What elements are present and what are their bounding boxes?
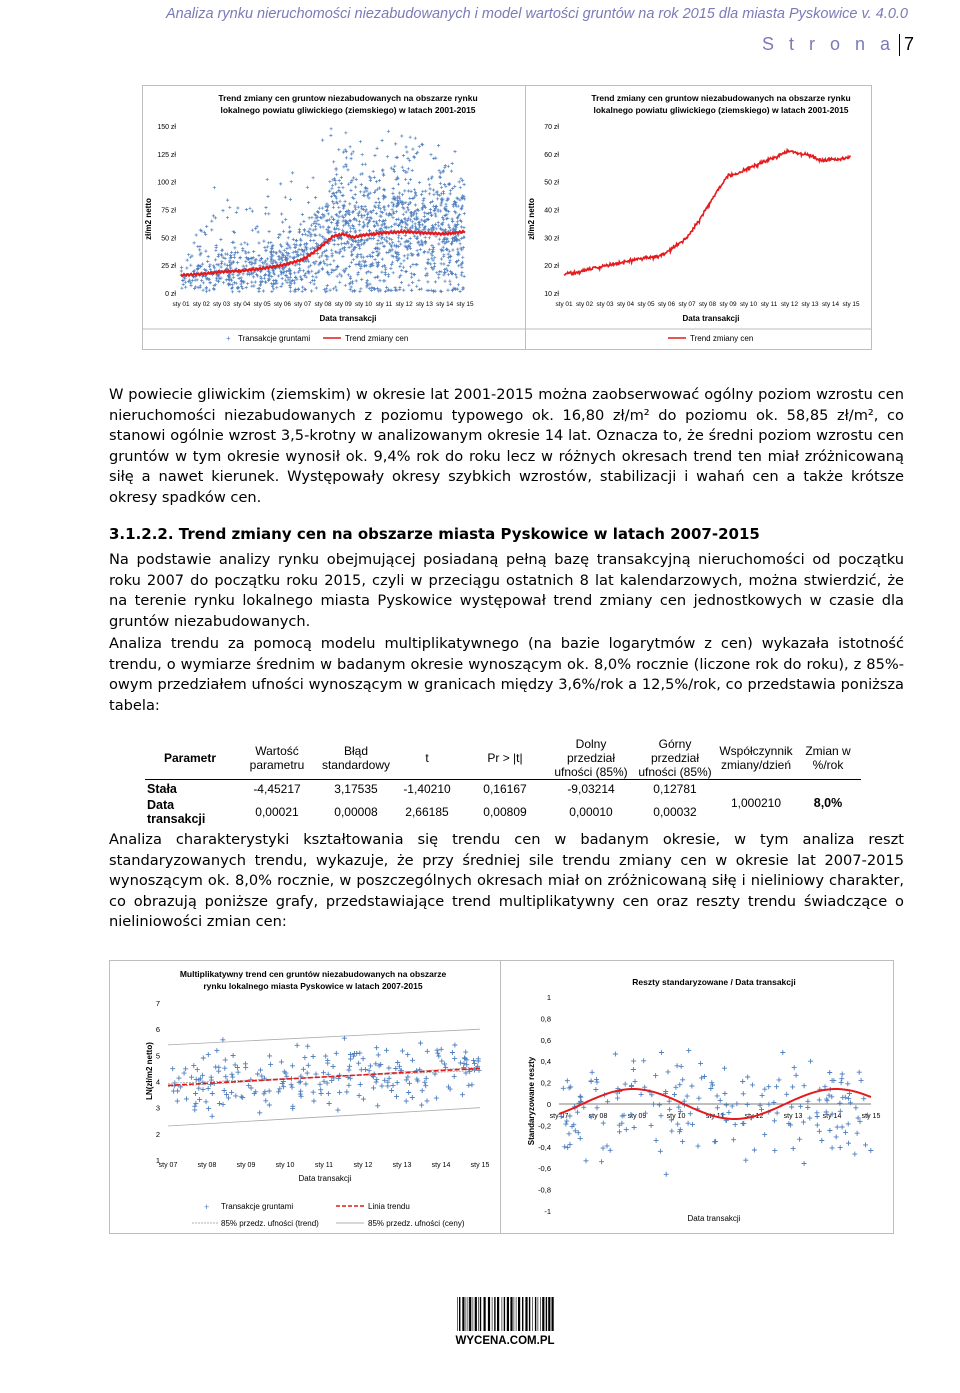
barcode-bar (538, 1297, 539, 1331)
page-indicator (0, 34, 914, 56)
table-cell: 0,00032 (653, 804, 697, 819)
x-tick-label: sty 13 (801, 301, 819, 308)
chart3-legend-scatter-marker: + (204, 1202, 210, 1212)
barcode-bar (469, 1297, 471, 1331)
x-tick-label: sty 08 (588, 1113, 608, 1120)
chart-powiat-scatter-svg (143, 86, 528, 349)
table-cell: 3,17535 (334, 781, 378, 796)
chart-pyskowice-residuals-svg (501, 961, 893, 1233)
chart3-legend-line-label: Linia trendu (368, 1202, 410, 1211)
x-tick-label: sty 11 (375, 301, 393, 308)
barcode-bar (484, 1297, 486, 1331)
y-tick-label: 1 (546, 993, 551, 1002)
x-tick-label: sty 13 (783, 1113, 803, 1120)
table-header-cell: Parametr (163, 751, 217, 765)
table-cell: Data transakcji (147, 797, 206, 826)
y-tick-label: -0,2 (538, 1121, 551, 1131)
barcode-bar (468, 1297, 469, 1331)
barcode-bar (552, 1297, 554, 1331)
x-tick-label: sty 06 (657, 301, 676, 308)
y-tick-label: 25 zł (161, 263, 176, 271)
chart4-title: Reszty standaryzowane / Data transakcji (632, 977, 796, 987)
x-tick-label: sty 01 (172, 301, 190, 308)
x-tick-label: sty 15 (470, 1162, 490, 1169)
y-tick-label: 0 (546, 1100, 551, 1109)
table-header-cell: Zmian w %/rok (805, 744, 851, 772)
x-tick-label: sty 09 (627, 1113, 647, 1120)
y-tick-label: -1 (544, 1207, 551, 1216)
x-tick-label: sty 12 (744, 1113, 764, 1120)
table-cell: 1,000210 (730, 795, 782, 810)
paragraph-2-text: Na podstawie analizy rynku obejmującej posiadaną pełną bazę transakcyjną nieruchomości od początku roku 2007 do początku roku 2015, czyli w przeciągu ostatnich 8 lat kalendarzowych, można stwierdzić, że na terenie rynku lokalnego miasta Pyskowice występował trend zmiany cen jednostkowych w czasie dla gruntów niezabudowanych. (109, 551, 904, 630)
barcode-bar (504, 1297, 505, 1331)
x-tick-label: sty 01 (555, 301, 573, 308)
barcode-bar (546, 1297, 547, 1331)
x-tick-label: sty 06 (273, 301, 291, 308)
x-tick-label: sty 03 (596, 301, 614, 308)
y-tick-label: 7 (155, 999, 160, 1008)
chart-pyskowice-multiplicative (109, 960, 503, 1234)
y-tick-label: 0,6 (540, 1035, 551, 1045)
barcode-bar (488, 1297, 490, 1331)
x-tick-label: sty 12 (353, 1162, 373, 1169)
y-tick-label: 20 zł (544, 263, 559, 271)
barcode-bar (480, 1297, 481, 1331)
x-tick-label: sty 14 (436, 301, 454, 308)
chart3-ylabel: LN(zł/m2 netto) (145, 1042, 154, 1100)
chart1-ylabel: zł/m2 netto (144, 198, 153, 240)
y-tick-label: -0,8 (538, 1185, 551, 1195)
chart1-legend-trend: Trend zmiany cen (345, 334, 409, 343)
y-tick-label: 10 zł (544, 291, 559, 298)
document-header-title: Analiza rynku nieruchomości niezabudowanych i model wartości gruntów na rok 2015 dla miasta Pyskowice v. 4.0.0 (165, 6, 908, 22)
chart3-legend-ci-price: 85% przedz. ufności (ceny) (368, 1219, 465, 1228)
y-tick-label: 70 zł (544, 124, 559, 131)
x-tick-label: sty 09 (236, 1162, 256, 1169)
paragraph-1-text: W powiecie gliwickim (ziemskim) w okresie lat 2001-2015 można zaobserwować ogólny poziom wzrostu cen nieruchomości niezabudowanych z poziomu typowego ok. 16,80 zł/m² do poziomu ok. 58,85 zł/m², co stanowi ogólnie wzrost 3,5-krotny w analizowanym okresie 14 lat. Oznacza to, że średni poziom wzrostu cen gruntów w tym okresie wynosił ok. 9,4% rok do roku lecz w różnych okresach trend ten miał zróżnicowaną siłę a nawet kierunek. Występowały okresy szybkich wzrostów, stabilizacji i wahań cen a także krótsze okresy spadków cen. (109, 386, 904, 506)
table-cell: 2,66185 (405, 804, 449, 819)
paragraph-pyskowice-intro (109, 550, 904, 632)
barcode-bar (502, 1297, 503, 1331)
page-number: 7 (903, 34, 914, 54)
x-tick-label: sty 04 (616, 301, 635, 308)
y-tick-label: 0,4 (540, 1057, 551, 1067)
chart-powiat-scatter (142, 85, 529, 350)
table-cell: 0,12781 (653, 781, 697, 796)
paragraph-trend-analysis (109, 634, 904, 716)
x-tick-label: sty 10 (355, 301, 373, 308)
y-tick-label: 60 zł (544, 151, 559, 159)
chart1-legend-scatter: Transakcje gruntami (238, 334, 311, 343)
x-tick-label: sty 15 (842, 301, 860, 308)
y-tick-label: 50 zł (544, 179, 559, 187)
x-tick-label: sty 11 (760, 301, 778, 308)
x-tick-label: sty 09 (719, 301, 737, 308)
barcode-bar (478, 1297, 479, 1331)
table-cell: 0,00809 (483, 804, 527, 819)
y-tick-label: 0 zł (165, 291, 176, 298)
x-tick-label: sty 13 (392, 1162, 412, 1169)
x-tick-label: sty 07 (158, 1162, 178, 1169)
chart3-legend-ci-trend: 85% przedz. ufności (trend) (221, 1219, 319, 1228)
table-cell: 0,16167 (483, 781, 527, 796)
chart2-ylabel: zł/m2 netto (527, 198, 536, 240)
x-tick-label: sty 14 (431, 1162, 451, 1169)
chart-pyskowice-multiplicative-svg (110, 961, 502, 1233)
table-header-cell: Wartość parametru (249, 744, 305, 772)
barcode-bar (497, 1297, 499, 1331)
x-tick-label: sty 05 (253, 301, 271, 308)
table-header-cell: t (425, 751, 429, 765)
x-tick-label: sty 07 (294, 301, 312, 308)
barcode-bar (535, 1297, 536, 1331)
chart1-legend-scatter-marker: + (226, 334, 231, 343)
y-tick-label: 125 zł (157, 151, 176, 159)
table-header-cell: Dolny przedział ufności (85%) (554, 737, 628, 779)
table-cell: -4,45217 (253, 781, 301, 796)
table-header-cell: Współczynnik zmiany/dzień (719, 744, 793, 772)
strona-label: S t r o n a (761, 34, 895, 54)
x-tick-label: sty 11 (314, 1162, 334, 1169)
barcode-bar (516, 1297, 517, 1331)
y-tick-label: 30 zł (544, 235, 559, 243)
barcode-bar (475, 1297, 477, 1331)
x-tick-label: sty 12 (395, 301, 413, 308)
table-cell: Stała (147, 781, 177, 796)
y-tick-label: 3 (155, 1103, 160, 1113)
x-tick-label: sty 14 (822, 1113, 842, 1120)
barcode-bar (466, 1297, 467, 1331)
paragraph-residuals (109, 830, 904, 933)
y-tick-label: 4 (155, 1077, 160, 1087)
chart2-xlabel: Data transakcji (682, 314, 740, 323)
chart4-ylabel: Standaryzowane reszty (527, 1056, 536, 1146)
barcode-bar (507, 1297, 509, 1331)
table-row (145, 780, 861, 798)
table-header-cell: Górny przedział ufności (85%) (638, 737, 712, 779)
x-tick-label: sty 08 (314, 301, 332, 308)
scatter-points (180, 127, 466, 293)
barcode-bar (518, 1297, 520, 1331)
barcode-bar (510, 1297, 512, 1331)
chart3-xlabel: Data transakcji (298, 1174, 352, 1183)
paragraph-3-text: Analiza trendu za pomocą modelu multiplikatywnego (na bazie logarytmów z cen) wykazała istotność trendu, o wymiarze średnim w badanym okresie wynoszącym ok. 8,0% rocznie (liczone rok do roku), z 85%-owym przedziałem ufności wynoszącym w granicach między 3,6%/rok a 12,5%/rok, co przedstawia poniższa tabela: (109, 635, 904, 714)
barcode-bar (532, 1297, 533, 1331)
barcode-bar (540, 1297, 541, 1331)
chart-pyskowice-residuals (500, 960, 894, 1234)
barcode-bar (494, 1297, 495, 1331)
x-tick-label: sty 05 (637, 301, 655, 308)
x-tick-label: sty 08 (197, 1162, 217, 1169)
y-tick-label: 75 zł (161, 207, 176, 215)
y-tick-label: 100 zł (157, 179, 176, 187)
chart-powiat-trend-svg (526, 86, 871, 349)
table-cell: -1,40210 (403, 781, 451, 796)
chart3-legend-scatter: Transakcje gruntami (221, 1202, 294, 1211)
table-header-cell: Błąd standardowy (321, 744, 391, 772)
x-tick-label: sty 10 (739, 301, 758, 308)
y-tick-label: 0,2 (540, 1078, 551, 1088)
logo-text: WYCENA.COM.PL (455, 1335, 555, 1347)
y-tick-label: 1 (155, 1156, 160, 1165)
x-tick-label: sty 07 (678, 301, 696, 308)
table-cell: 0,00010 (569, 804, 613, 819)
barcode-logo (455, 1297, 555, 1347)
x-tick-label: sty 12 (780, 301, 799, 308)
x-tick-label: sty 04 (233, 301, 251, 308)
x-tick-label: sty 10 (275, 1162, 295, 1169)
x-tick-label: sty 03 (213, 301, 231, 308)
chart2-title-line1: Trend zmiany cen gruntow niezabudowanych na obszarze rynku (591, 93, 851, 103)
chart1-title-line1: Trend zmiany cen gruntow niezabudowanych na obszarze rynku (218, 93, 478, 103)
chart2-legend-trend: Trend zmiany cen (690, 334, 754, 343)
x-tick-label: sty 02 (192, 301, 210, 308)
barcode-bar (542, 1297, 544, 1331)
chart4-xlabel: Data transakcji (687, 1214, 741, 1223)
barcode-bar (459, 1297, 460, 1331)
x-tick-label: sty 10 (666, 1113, 686, 1120)
trend-parameters-table (145, 737, 861, 826)
table-header-row (145, 737, 861, 780)
section-heading: 3.1.2.2. Trend zmiany cen na obszarze miasta Pyskowice w latach 2007-2015 (109, 525, 760, 543)
x-tick-label: sty 02 (575, 301, 594, 308)
table-cell: 0,00021 (255, 804, 299, 819)
ci-price-lower (168, 1108, 480, 1126)
y-tick-label: 5 (155, 1051, 160, 1061)
barcode-bar (522, 1297, 523, 1331)
y-tick-label: -0,4 (538, 1142, 551, 1152)
y-tick-label: 150 zł (157, 124, 176, 131)
chart2-title-line2: lokalnego powiatu gliwickiego (ziemskiego) w latach 2001-2015 (593, 105, 849, 115)
x-tick-label: sty 09 (334, 301, 352, 308)
barcode-bar (457, 1297, 458, 1331)
x-tick-label: sty 14 (821, 301, 840, 308)
chart-powiat-trend (525, 85, 872, 350)
x-tick-label: sty 08 (698, 301, 717, 308)
paragraph-powiat-summary (109, 385, 904, 509)
barcode-bar (529, 1297, 530, 1331)
barcode-bar (462, 1297, 464, 1331)
x-tick-label: sty 07 (549, 1113, 569, 1120)
paragraph-4-text: Analiza charakterystyki kształtowania się trendu cen w badanym okresie, w tym analiza reszt standaryzowanych trendu, wykazuje, że przy średniej sile trendu zmiany cen w okresie lat 2007-2015 wynoszącym ok. 8,0% rocznie, w poszczególnych okresach miał on zróżnicowaną siłę i nieliniowy charakter, co obrazują poniższe grafy, przedstawiające trend multiplikatywny cen oraz reszty trendu świadczące o nieliniowości zmian cen: (109, 831, 904, 931)
chart3-title-line2: rynku lokalnego miasta Pyskowice w latach 2007-2015 (203, 981, 423, 991)
y-tick-label: 0,8 (540, 1014, 551, 1024)
x-tick-label: sty 15 (456, 301, 474, 308)
ci-price-upper (168, 1029, 480, 1045)
x-tick-label: sty 15 (861, 1113, 881, 1120)
chart1-title-line2: lokalnego powiatu gliwickiego (ziemskiego) w latach 2001-2015 (220, 105, 476, 115)
barcode-bar (548, 1297, 550, 1331)
table-header-cell: Pr > |t| (487, 751, 523, 765)
table-cell: 8,0% (813, 795, 843, 810)
chart1-xlabel: Data transakcji (319, 314, 377, 323)
wycena-logo (455, 1297, 555, 1351)
y-tick-label: 2 (155, 1129, 160, 1139)
y-tick-label: 40 zł (544, 207, 559, 215)
table-cell: -9,03214 (567, 781, 615, 796)
barcode-bar (514, 1297, 515, 1331)
chart3-title-line1: Multiplikatywny trend cen gruntów niezabudowanych na obszarze (179, 969, 447, 979)
barcode-bar (473, 1297, 474, 1331)
x-tick-label: sty 11 (705, 1113, 725, 1120)
barcode-bar (525, 1297, 527, 1331)
y-tick-label: 50 zł (161, 235, 176, 243)
barcode-bar (492, 1297, 493, 1331)
x-tick-label: sty 13 (415, 301, 433, 308)
y-tick-label: -0,6 (538, 1164, 551, 1174)
y-tick-label: 6 (155, 1025, 160, 1035)
trend-line (564, 150, 851, 275)
table-cell: 0,00008 (334, 804, 378, 819)
